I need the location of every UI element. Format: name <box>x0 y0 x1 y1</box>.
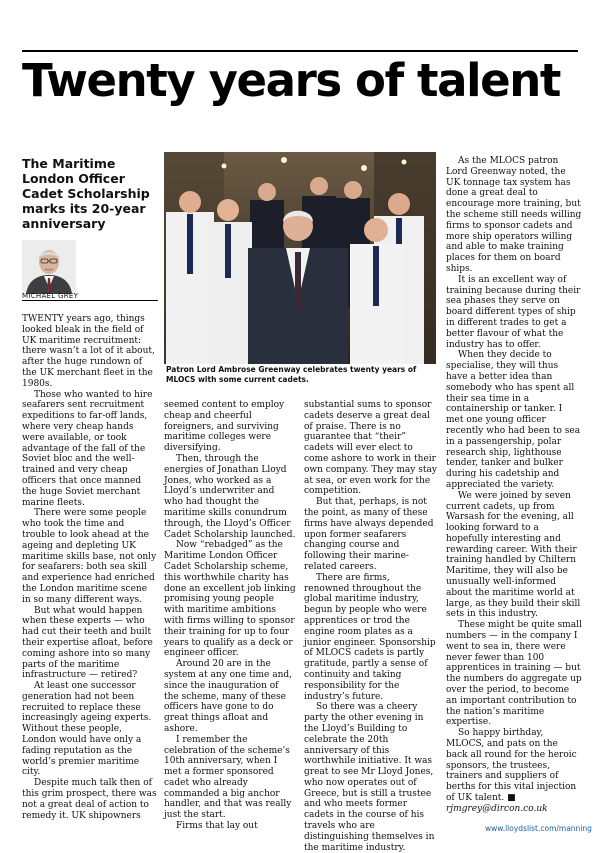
headline-rule <box>22 50 578 52</box>
paragraph: As the MLOCS patron Lord Greenway noted, the UK tonnage tax system has done a great deal to encourage more training, but the scheme still needs willing firms to sponsor cadets and more ship operators willing and able to make training places for them on board ships. <box>446 156 582 274</box>
paragraph: seemed content to employ cheap and cheerful foreigners, and surviving maritime colleges were diversifying. <box>164 400 285 454</box>
paragraph: Those who wanted to hire seafarers sent recruitment expeditions to far-off lands, where very cheap hands were available, or took advantage of the fall of the Soviet bloc and the well-trained and very cheap officers that once manned the huge Soviet merchant marine fleets. <box>22 389 153 508</box>
paragraph: TWENTY years ago, things looked bleak in the field of UK maritime recruitment: there wasn’t a lot of it about, after the huge rundown of the UK merchant fleet in the 1980s. <box>22 314 155 389</box>
subheadline: The Maritime London Officer Cadet Scholarship marks its 20-year anniversary <box>22 156 150 231</box>
photo-caption: Patron Lord Ambrose Greenway celebrates twenty years of MLOCS with some current cadets. <box>166 365 417 384</box>
byline-rule <box>22 300 158 301</box>
paragraph: There were some people who took the time and trouble to look ahead at the ageing and depleting UK maritime skills base, not only for seafarers: both sea skill and experience had enriched the London maritime scene in so many different ways. <box>22 508 157 605</box>
paragraph: Around 20 are in the system at any one time and, since the inauguration of the scheme, many of these officers have gone to do great things afloat and ashore. <box>164 659 293 734</box>
author-photo <box>22 240 76 294</box>
paragraph: There are firms, renowned throughout the global maritime industry, begun by people who were apprentices or trod the engine room plates as a junior engineer. Sponsorship of MLOCS cadets is partly gratitude, partly a sense of continuity and taking responsibility for the industry’s future. <box>304 572 436 702</box>
paragraph: Firms that lay out <box>176 821 258 832</box>
cadets-photo <box>164 152 436 364</box>
paragraph: Now “rebadged” as the Maritime London Officer Cadet Scholarship scheme, this worthwhile charity has done an excellent job linking promising young people with maritime ambitions with firms willing to sponsor their training for up to four years to qualify as a deck or engineer officer. <box>164 540 296 659</box>
paragraph: So there was a cheery party the other evening in the Lloyd’s Building to celebrate the 20th anniversary of this worthwhile initiative. It was great to see Mr Lloyd Jones, who now operates out of Greece, but is still a trustee and who meets former cadets in the course of his travels who are distinguishing themselves in the maritime industry. <box>304 702 435 853</box>
paragraph: Then, through the energies of Jonathan Lloyd Jones, who worked as a Lloyd’s underwriter and who had thought the maritime skills conundrum through, the Lloyd’s Officer Cadet Scholarship launched. <box>164 453 296 540</box>
paragraph: We were joined by seven current cadets, up from Warsash for the evening, all looking forward to a hopefully interesting and rewarding career. With their training handled by Chiltern Maritime, they will also be unusually well-informed about the maritime world at large, as they build their skill sets in this industry. <box>446 490 581 620</box>
headline: Twenty years of talent <box>22 54 560 107</box>
paragraph: I remember the celebration of the scheme’s 10th anniversary, when I met a former sponsored cadet who already commanded a big anchor handler, and that was really just the start. <box>164 734 292 821</box>
paragraph: But that, perhaps, is not the point, as many of these firms have always depended upon former seafarers changing course and following their marine-related careers. <box>304 497 434 572</box>
paragraph: When they decide to specialise, they will thus have a better idea than somebody who has spent all their sea time in a containership or tanker. I met one young officer recently who had been to sea in a passengership, polar research ship, lighthouse tender, tanker and bulker during his cadetship and appreciated the variety. <box>446 350 581 490</box>
author-email-link[interactable]: rjmgrey@dircon.co.uk <box>446 803 548 814</box>
paragraph: It is an excellent way of training because during their sea phases they serve on board different types of ship in different trades to get a better flavour of what the industry has to offer. <box>446 274 581 350</box>
author-byline: MICHAEL GREY <box>22 292 79 300</box>
paragraph: substantial sums to sponsor cadets deserve a great deal of praise. There is no guarantee that “their” cadets will ever elect to come ashore to work in their own company. They may stay at sea, or even work for the competition. <box>304 400 437 497</box>
author-portrait-illustration <box>22 240 76 294</box>
article-column-1 <box>22 314 158 821</box>
paragraph: But what would happen when these experts — who had cut their teeth and built their expertise afloat, before coming ashore into so many parts of the maritime infrastructure — retired? <box>22 605 153 681</box>
paragraph: At least one successor generation had not been recruited to replace these increasingly ageing experts. Without these people, London would have only a fading reputation as the world’s premier maritime city. <box>22 681 152 778</box>
article-column-2 <box>164 400 296 832</box>
article-column-4 <box>446 156 582 815</box>
footer-url-link[interactable]: www.lloydslist.com/manning <box>485 824 592 833</box>
paragraph: These might be quite small numbers — in the company I went to sea in, there were never fewer than 100 apprentices in training — but the numbers do aggregate up over the period, to become an important contribution to the nation’s maritime expertise. <box>446 620 582 728</box>
paragraph: So happy birthday, MLOCS, and pats on the back all round for the heroic sponsors, the trustees, trainers and suppliers of berths for this vital injection of UK talent. ■ <box>446 728 577 804</box>
article-column-3 <box>304 400 438 853</box>
paragraph: Despite much talk then of this grim prospect, there was not a great deal of action to remedy it. UK shipowners <box>22 778 157 821</box>
cadets-group-illustration <box>164 152 436 364</box>
